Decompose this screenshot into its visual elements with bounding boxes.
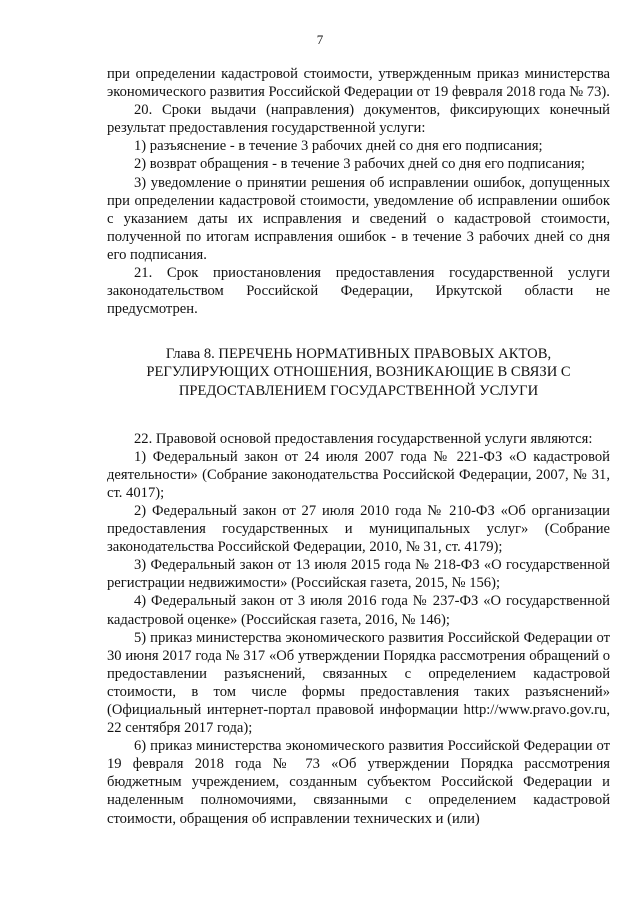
paragraph-22: 22. Правовой основой предоставления государственной услуги являются:	[134, 430, 593, 447]
chapter-heading-line-1: Глава 8. ПЕРЕЧЕНЬ НОРМАТИВНЫХ ПРАВОВЫХ АКТОВ,	[165, 346, 552, 363]
paragraph-22-item-1: 1) Федеральный закон от 24 июля 2007 года № 221-ФЗ «О кадастровой деятельности» (Собрание законодательства Российской Федерации, 2007, № 31, ст. 4017);	[107, 448, 610, 501]
paragraph-20-item-1: 1) разъяснение - в течение 3 рабочих дней со дня его подписания;	[134, 138, 543, 155]
document-body	[107, 65, 610, 828]
chapter-8-heading	[107, 345, 610, 399]
paragraph-20-item-3: 3) уведомление о принятии решения об исправлении ошибок, допущенных при определении кадастровой стоимости, уведомление об исправлении ошибок с указанием даты их исправления и сведений о кадастровой стоимости, полученной по итогам исправления ошибок - в течение 3 рабочих дней со дня его подписания.	[107, 174, 610, 263]
paragraph-22-item-5: 5) приказ министерства экономического развития Российской Федерации от 30 июня 2017 года № 317 «Об утверждении Порядка рассмотрения обращений о предоставлении разъяснений, связанных с определением кадастровой стоимости, в том числе формы предоставления таких разъяснений» (Официальный интернет-портал правовой информации http://www.pravo.gov.ru, 22 сентября 2017 года);	[107, 629, 610, 737]
chapter-heading-line-2: РЕГУЛИРУЮЩИХ ОТНОШЕНИЯ, ВОЗНИКАЮЩИЕ В СВЯЗИ С	[146, 364, 571, 381]
paragraph-22-item-3: 3) Федеральный закон от 13 июля 2015 года № 218-ФЗ «О государственной регистрации недвижимости» (Российская газета, 2015, № 156);	[107, 557, 610, 592]
paragraph-22-item-2: 2) Федеральный закон от 27 июля 2010 года № 210-ФЗ «Об организации предоставления государственных и муниципальных услуг» (Собрание законодательства Российской Федерации, 2010, № 31, ст. 4179);	[107, 502, 610, 556]
paragraph-21: 21. Срок приостановления предоставления государственной услуги законодательством Российской Федерации, Иркутской области не предусмотрен.	[107, 265, 610, 318]
chapter-heading-line-3: ПРЕДОСТАВЛЕНИЕМ ГОСУДАРСТВЕННОЙ УСЛУГИ	[178, 382, 539, 399]
paragraph-22-item-4: 4) Федеральный закон от 3 июля 2016 года № 237-ФЗ «О государственной кадастровой оценке» (Российская газета, 2016, № 146);	[107, 593, 610, 628]
paragraph-22-item-6: 6) приказ министерства экономического развития Российской Федерации от 19 февраля 2018 года № 73 «Об утверждении Порядка рассмотрения бюджетным учреждением, созданным субъектом Российской Федерации и наделенным полномочиями, связанными с определением кадастровой стоимости, обращения об исправлении технических и (или)	[107, 738, 610, 827]
paragraph-continuation: при определении кадастровой стоимости, утвержденным приказ министерства экономического развития Российской Федерации от 19 февраля 2018 года № 73).	[107, 66, 610, 101]
paragraph-20-item-2: 2) возврат обращения - в течение 3 рабочих дней со дня его подписания;	[134, 156, 585, 173]
paragraph-20: 20. Сроки выдачи (направления) документов, фиксирующих конечный результат предоставления государственной услуги:	[107, 102, 610, 137]
page-number: 7	[316, 32, 324, 47]
